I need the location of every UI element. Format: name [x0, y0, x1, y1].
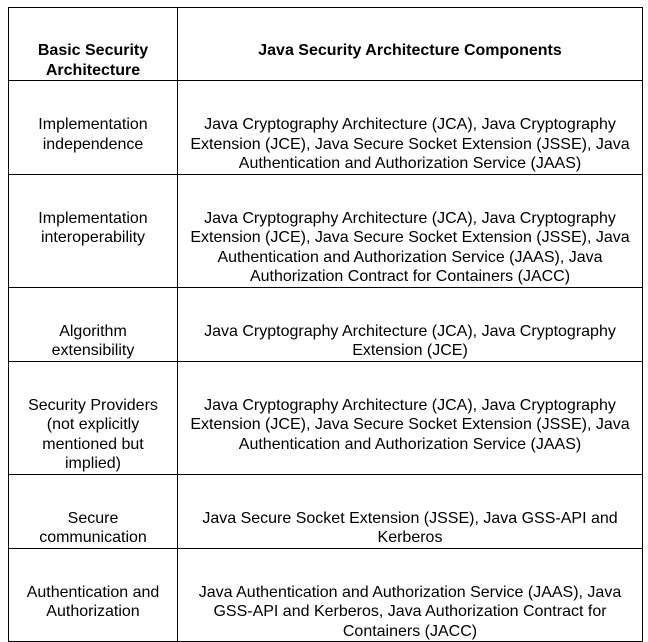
header-java-security-components: Java Security Architecture Components: [178, 8, 643, 81]
components-cell: Java Cryptography Architecture (JCA), Java Cryptography Extension (JCE): [178, 287, 643, 361]
components-cell: Java Cryptography Architecture (JCA), Java Cryptography Extension (JCE), Java Secure Socket Extension (JSSE), Java Authentication and Authorization Service (JAAS): [178, 81, 643, 175]
feature-cell: Secure communication: [9, 474, 178, 548]
feature-cell: Security Providers (not explicitly mentioned but implied): [9, 361, 178, 474]
components-cell: Java Cryptography Architecture (JCA), Java Cryptography Extension (JCE), Java Secure Socket Extension (JSSE), Java Authentication and Authorization Service (JAAS): [178, 361, 643, 474]
feature-cell: Implementation independence: [9, 81, 178, 175]
header-basic-security-architecture: Basic Security Architecture: [9, 8, 178, 81]
feature-cell: Implementation interoperability: [9, 174, 178, 287]
feature-cell: Algorithm extensibility: [9, 287, 178, 361]
components-cell: Java Secure Socket Extension (JSSE), Java GSS-API and Kerberos: [178, 474, 643, 548]
feature-cell: Authentication and Authorization: [9, 548, 178, 642]
table-row: [9, 361, 643, 474]
table-header-row: [9, 8, 643, 81]
table-row: [9, 81, 643, 175]
security-architecture-table: [8, 7, 643, 642]
table-row: [9, 287, 643, 361]
table-row: [9, 474, 643, 548]
table-row: [9, 548, 643, 642]
components-cell: Java Cryptography Architecture (JCA), Java Cryptography Extension (JCE), Java Secure Socket Extension (JSSE), Java Authentication and Authorization Service (JAAS), Java Authorization Contract for Containers (JACC): [178, 174, 643, 287]
table-row: [9, 174, 643, 287]
components-cell: Java Authentication and Authorization Service (JAAS), Java GSS-API and Kerberos, Java Authorization Contract for Containers (JACC): [178, 548, 643, 642]
